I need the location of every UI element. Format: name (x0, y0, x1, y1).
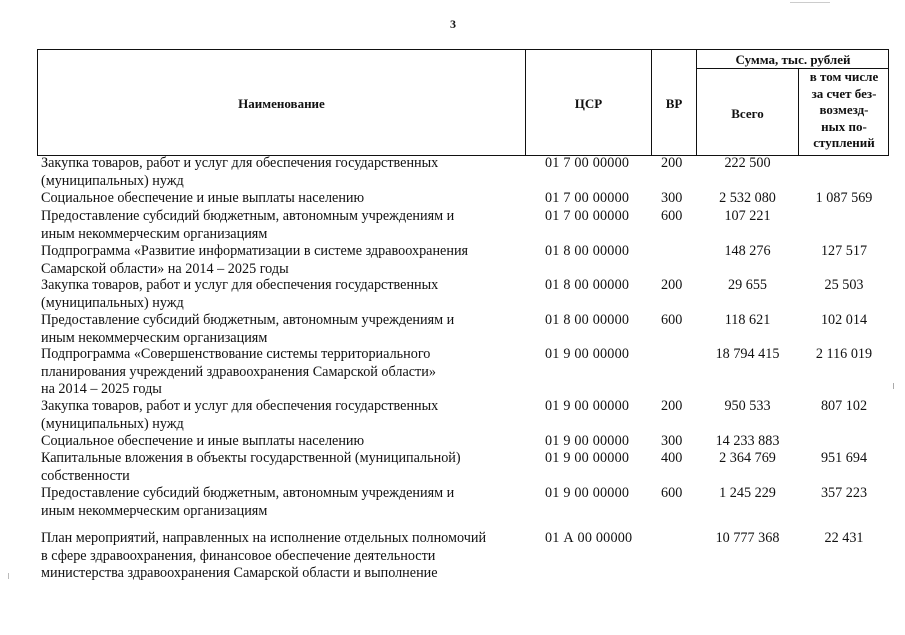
row-csr: 01 7 00 00000 (545, 208, 630, 224)
page-number: 3 (450, 17, 456, 31)
row-name: Закупка товаров, работ и услуг для обеспечения государственных (муниципальных) нужд (41, 277, 439, 311)
row-csr: 01 9 00 00000 (545, 346, 630, 362)
row-name: Капитальные вложения в объекты государственной (муниципальной) собственности (41, 450, 461, 484)
header-bez-line: ступлений (813, 135, 875, 150)
row-name: Предоставление субсидий бюджетным, автономным учреждениям и иным некоммерческим организациям (41, 208, 455, 242)
row-bez: 127 517 (820, 243, 868, 259)
row-csr: 01 9 00 00000 (545, 433, 630, 449)
row-vr: 300 (661, 433, 683, 449)
row-vr: 400 (661, 450, 683, 466)
row-name: Социальное обеспечение и иные выплаты населению (41, 433, 365, 449)
scan-mark (893, 383, 894, 389)
row-total: 18 794 415 (715, 346, 780, 362)
row-name: Закупка товаров, работ и услуг для обеспечения государственных (муниципальных) нужд (41, 155, 439, 189)
scan-mark (8, 573, 9, 579)
row-bez: 102 014 (820, 312, 868, 328)
row-name: Подпрограмма «Совершенствование системы территориального планирования учреждений здравоохранения Самарской области» на 2014 – 2025 годы (41, 346, 436, 397)
row-name: План мероприятий, направленных на исполнение отдельных полномочий в сфере здравоохранения, финансовое обеспечение деятельности министерства здравоохранения Самарской области и выполнение (41, 530, 487, 581)
row-total: 14 233 883 (715, 433, 780, 449)
row-vr: 600 (661, 312, 683, 328)
row-bez: 357 223 (820, 485, 868, 501)
header-bez-line: ных по- (821, 118, 867, 134)
row-total: 118 621 (724, 312, 771, 328)
row-csr: 01 7 00 00000 (545, 155, 630, 171)
row-total: 1 245 229 (719, 485, 776, 501)
header-bez (799, 69, 889, 152)
row-csr: 01 А 00 00000 (545, 530, 633, 546)
header-bez-line: за счет без- (811, 85, 877, 101)
row-vr: 600 (661, 485, 683, 501)
row-name: Подпрограмма «Развитие информатизации в системе здравоохранения Самарской области» на 2014 – 2025 годы (41, 243, 469, 277)
header-vr: ВР (665, 96, 683, 111)
header-sum: Сумма, тыс. рублей (735, 52, 851, 67)
scan-mark (790, 2, 830, 3)
row-csr: 01 9 00 00000 (545, 485, 630, 501)
row-total: 2 532 080 (719, 190, 776, 206)
row-csr: 01 8 00 00000 (545, 243, 630, 259)
row-vr: 200 (661, 277, 683, 293)
row-vr: 300 (661, 190, 683, 206)
row-total: 107 221 (724, 208, 771, 224)
row-total: 950 533 (724, 398, 771, 414)
row-csr: 01 8 00 00000 (545, 312, 630, 328)
row-bez: 951 694 (820, 450, 868, 466)
row-bez: 807 102 (820, 398, 868, 414)
row-bez: 22 431 (824, 530, 864, 546)
header-bez-line: в том числе (809, 69, 879, 84)
row-bez: 2 116 019 (815, 346, 873, 362)
row-bez: 1 087 569 (815, 190, 873, 206)
row-vr: 600 (661, 208, 683, 224)
row-csr: 01 8 00 00000 (545, 277, 630, 293)
row-name: Предоставление субсидий бюджетным, автономным учреждениям и иным некоммерческим организациям (41, 485, 455, 519)
row-name: Социальное обеспечение и иные выплаты населению (41, 190, 365, 206)
row-total: 148 276 (724, 243, 771, 259)
row-total: 10 777 368 (715, 530, 780, 546)
row-total: 29 655 (727, 277, 767, 293)
row-total: 2 364 769 (719, 450, 776, 466)
row-vr: 200 (661, 398, 683, 414)
row-name: Закупка товаров, работ и услуг для обеспечения государственных (муниципальных) нужд (41, 398, 439, 432)
header-csr: ЦСР (574, 96, 603, 111)
row-name: Предоставление субсидий бюджетным, автономным учреждениям и иным некоммерческим организациям (41, 312, 455, 346)
row-bez: 25 503 (824, 277, 864, 293)
header-name: Наименование (238, 96, 325, 111)
row-total: 222 500 (724, 155, 771, 171)
row-csr: 01 7 00 00000 (545, 190, 630, 206)
table-header (37, 49, 889, 156)
row-csr: 01 9 00 00000 (545, 398, 630, 414)
header-bez-line: возмезд- (819, 102, 869, 117)
row-csr: 01 9 00 00000 (545, 450, 630, 466)
row-vr: 200 (661, 155, 683, 171)
header-total: Всего (731, 106, 764, 121)
